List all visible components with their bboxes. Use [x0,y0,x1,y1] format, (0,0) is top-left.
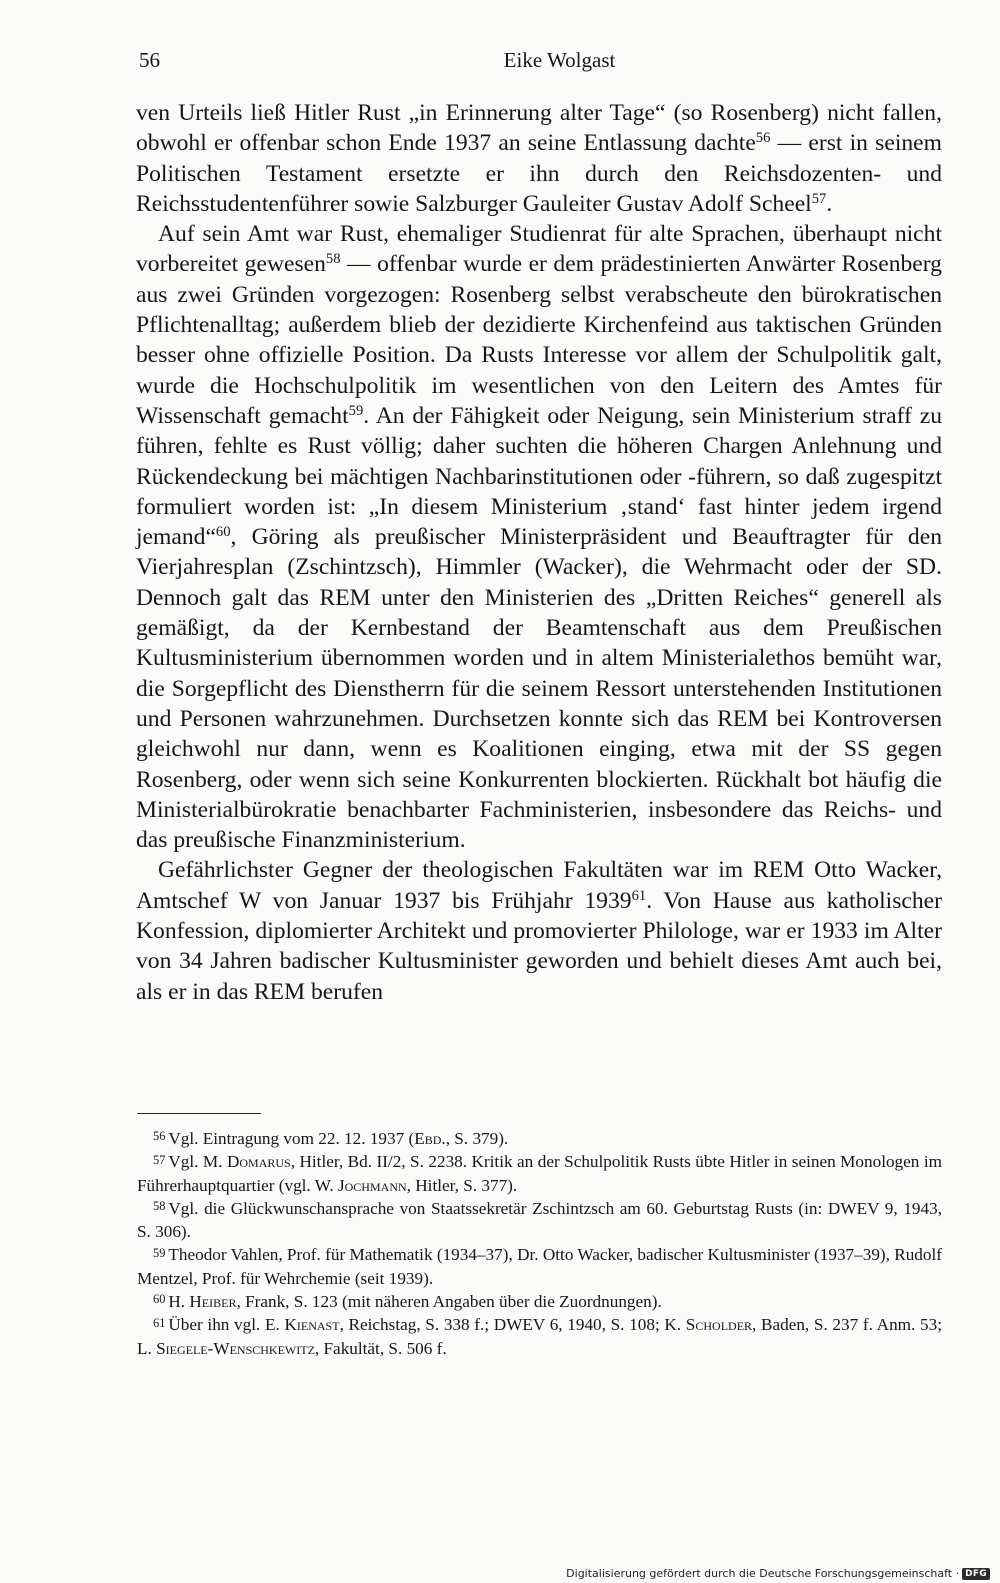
running-head: Eike Wolgast [503,48,616,72]
footnote-57: $^{57}$ Vgl. M. Domarus, Hitler, Bd. II/2, S. 2238. Kritik an der Schulpolitik Rusts übte Hitler in seinen Monologen im Führerhauptquartier (vgl. W. Jochmann, Hitler, S. 377). [137,1152,942,1195]
digitization-notice [566,1567,990,1580]
footnote-ref-61: 61 [631,887,647,904]
paragraph-2: Auf sein Amt war Rust, ehemaliger Studienrat für alte Sprachen, überhaupt nicht vorbereitet gewesen$^{58}$ — offenbar wurde er dem prädestinierten Anwärter Rosenberg aus zwei Gründen vorgezogen: Rosenberg selbst verabscheute den bürokratischen Pflichtenalltag; außerdem blieb der dezidierte Kirchenfeind aus taktischen Gründen besser ohne offizielle Position. Da Rusts Interesse vor allem der Schulpolitik galt, wurde die Hochschulpolitik im wesentlichen von den Leitern des Amtes für Wissenschaft gemacht$^{59}$. An der Fähigkeit oder Neigung, sein Ministerium straff zu führen, fehlte es Rust völlig; daher suchten die höheren Chargen Anlehnung und Rückendeckung bei mächtigen Nachbarinstitutionen oder -führern, so daß zugespitzt formuliert worden ist: „In diesem Ministerium ‚stand‘ fast hinter jedem irgend jemand“$^{60}$, Göring als preußischer Ministerpräsident und Beauftragter für den Vierjahresplan (Zschintzsch), Himmler (Wacker), die Wehrmacht oder der SD. Dennoch galt das REM unter den Ministerien des „Dritten Reiches“ generell als gemäßigt, da der Kernbestand der Beamtenschaft aus dem Preußischen Kultusministerium übernommen worden und in altem Ministerialethos bemüht war, die Sorgepflicht des Dienstherrn für die seinem Ressort unterstehenden Institutionen und Personen wahrzunehmen. Durchsetzen konnte sich das REM bei Kontroversen gleichwohl nur dann, wenn es Koalitionen einging, etwa mit der SS gegen Rosenberg, oder wenn sich seine Konkurrenten blockierten. Rückhalt bot häufig die Ministerialbürokratie benachbarter Fachministerien, insbesondere das Reichs- und das preußische Finanzministerium. [136,221,942,854]
page-number: 56 [139,48,160,72]
footnote-59: $^{59}$ Theodor Vahlen, Prof. für Mathematik (1934–37), Dr. Otto Wacker, badischer Kultusminister (1937–39), Rudolf Mentzel, Prof. für Wehrchemie (seit 1939). [137,1245,942,1288]
page-header [139,48,940,82]
footnote-ref-58: 58 [325,251,341,268]
paragraph-3: Gefährlichster Gegner der theologischen Fakultäten war im REM Otto Wacker, Amtschef W von Januar 1937 bis Frühjahr 1939$^{61}$. Von Hause aus katholischer Konfession, diplomierter Architekt und promovierter Philologe, war er 1933 im Alter von 34 Jahren badischer Kultusminister geworden und behielt dieses Amt auch bei, als er in das REM berufen [136,857,942,1005]
digitization-notice-text: Digitalisierung gefördert durch die Deutsche Forschungsgemeinschaft · [566,1567,960,1580]
footnote-56: $^{56}$ Vgl. Eintragung vom 22. 12. 1937 (Ebd., S. 379). [153,1129,509,1148]
footnote-ref-59: 59 [348,402,364,419]
footnote-60: $^{60}$ H. Heiber, Frank, S. 123 (mit näheren Angaben über die Zuordnungen). [153,1292,662,1312]
paragraph-1: ven Urteils ließ Hitler Rust „in Erinnerung alter Tage“ (so Rosenberg) nicht fallen, obwohl er offenbar schon Ende 1937 an seine Entlassung dachte$^{56}$ — erst in seinem Politischen Testament ersetzte er ihn durch den Reichsdozenten- und Reichsstudentenführer sowie Salzburger Gauleiter Gustav Adolf Scheel$^{57}$. [136,100,942,217]
footnote-ref-57: 57 [811,190,827,207]
footnote-ref-60: 60 [215,524,231,541]
footnote-ref-56: 56 [755,130,771,147]
footnote-separator [137,1113,261,1114]
footnote-61: $^{61}$ Über ihn vgl. E. Kienast, Reichstag, S. 338 f.; DWEV 6, 1940, S. 108; K. Scholder, Baden, S. 237 f. Anm. 53; L. Siegele-Wenschkewitz, Fakultät, S. 506 f. [137,1315,942,1358]
footnotes [137,1127,942,1360]
body-text [136,98,942,1007]
footnote-58: $^{58}$ Vgl. die Glückwunschansprache von Staatssekretär Zschintzsch am 60. Geburtstag Rusts (in: DWEV 9, 1943, S. 306). [137,1198,942,1242]
dfg-logo-icon: DFG [962,1568,990,1580]
